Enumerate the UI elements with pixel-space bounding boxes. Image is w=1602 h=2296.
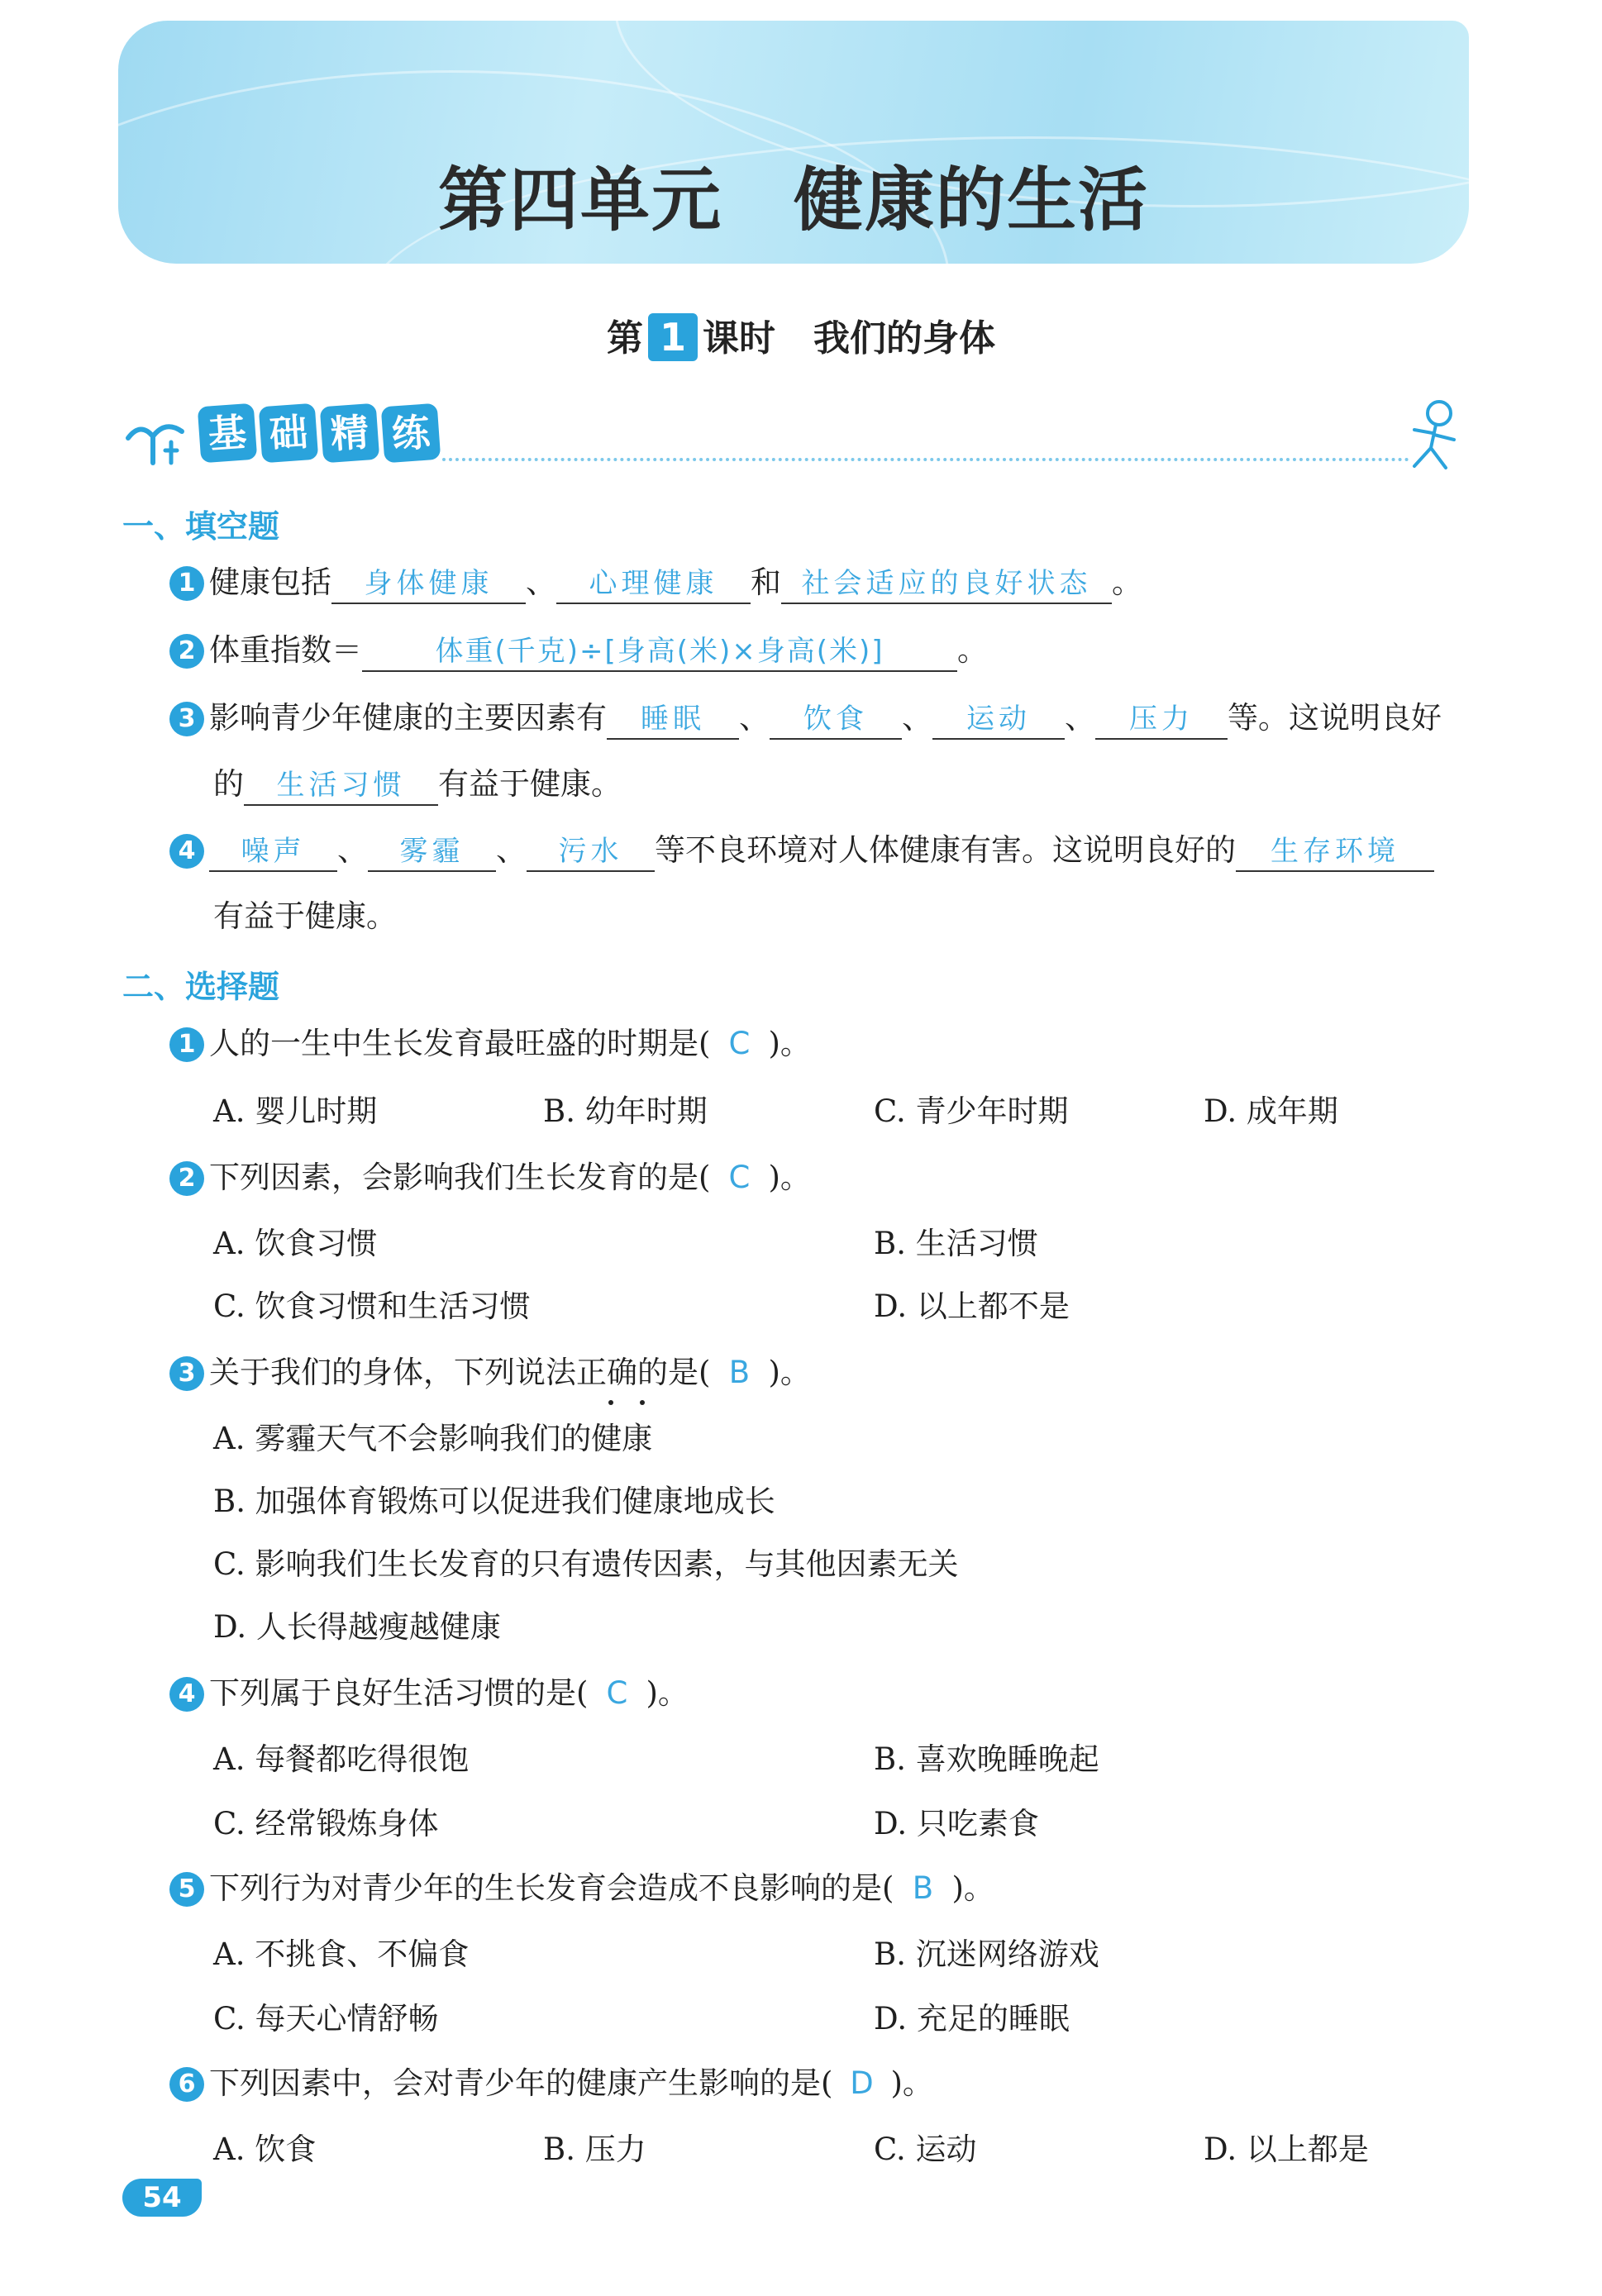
question-number-badge: 3 [169,702,204,736]
answer-blank [932,699,1065,740]
question-text: 体重指数＝ [209,632,362,668]
option-c: C. 青少年时期 [874,1093,1069,1129]
question-number-badge: 4 [169,1677,204,1712]
answer-blank [362,631,957,672]
option-c: C. 每天心情舒畅 [213,2001,439,2036]
option-a: A. 婴儿时期 [213,1093,378,1129]
question-text: 、 [337,832,368,868]
choice-question-4 [169,1673,689,1714]
part1-title: 一、填空题 [122,508,280,545]
question-text: )。 [768,1355,811,1390]
option-b: B. 喜欢晚睡晚起 [874,1741,1099,1777]
question-text: 等不良环境对人体健康有害。这说明良好的 [655,832,1236,868]
option-d: D. 只吃素食 [874,1806,1039,1841]
option-a: A. 不挑食、不偏食 [213,1936,470,1972]
answer-blank [368,831,496,872]
question-number-badge: 4 [169,834,204,869]
page-number: 54 [122,2179,202,2217]
option-c: C. 经常锻炼身体 [213,1806,439,1841]
question-text: 影响青少年健康的主要因素有 [209,700,607,736]
fill-question-4 [169,830,1434,872]
choice-question-5 [169,1868,994,1909]
emphasis-dot [608,1400,613,1405]
question-text: 、 [1065,700,1095,736]
question-text: )。 [768,1026,811,1061]
option-d: D. 人长得越瘦越健康 [213,1609,501,1645]
answer-blank [1095,699,1228,740]
choice-question-3 [169,1352,811,1393]
fill-question-4-line2: 有益于健康。 [213,898,397,934]
lesson-name: 我们的身体 [813,317,995,360]
answer-text: 运动 [966,703,1031,736]
section-header [120,397,1467,479]
question-text: 健康包括 [209,564,331,600]
answer-blank [527,831,655,872]
option-d: D. 成年期 [1204,1093,1338,1129]
option-b: B. 沉迷网络游戏 [874,1936,1099,1972]
answer-blank [209,831,337,872]
answer-text: 饮食 [803,703,868,736]
answer-text: 心理健康 [589,567,718,600]
answer-text: 噪声 [241,835,306,868]
running-kid-icon [1403,397,1467,478]
question-text: 、 [739,700,770,736]
question-text: 有益于健康。 [438,766,622,802]
question-number-badge: 3 [169,1356,204,1391]
lesson-title [0,308,1602,361]
answer-letter: C [606,1675,628,1711]
unit-title: 第四单元 健康的生活 [437,160,1149,241]
answer-blank [770,699,902,740]
answer-blank [556,564,751,604]
fill-question-1 [169,562,1142,604]
answer-letter: D [850,2065,874,2101]
section-tag-2: 础 [259,403,319,464]
emphasis-dot [640,1400,645,1405]
answer-letter: C [728,1026,751,1061]
question-text: 、 [526,564,556,600]
question-number-badge: 2 [169,1161,204,1196]
option-a: A. 饮食 [213,2132,317,2167]
dotted-divider [442,458,1409,461]
option-d: D. 以上都不是 [874,1289,1070,1324]
answer-text: 污水 [558,835,623,868]
fill-question-3-line2 [213,764,622,806]
answer-letter: B [912,1870,934,1906]
answer-text: 压力 [1129,703,1194,736]
answer-letter: B [728,1355,751,1390]
answer-blank [1236,831,1434,872]
question-text: 等。这说明良好 [1228,700,1442,736]
option-a: A. 饮食习惯 [213,1226,378,1261]
question-stem: 下列因素中，会对青少年的健康产生影响的是( [209,2065,833,2101]
sprout-icon [120,405,194,471]
answer-blank [244,765,438,806]
answer-text: 睡眠 [641,703,705,736]
question-text: )。 [768,1160,811,1195]
question-text: )。 [646,1675,689,1711]
option-b: B. 生活习惯 [874,1226,1038,1261]
answer-text: 社会适应的良好状态 [801,567,1092,600]
question-text: 。 [957,632,988,668]
answer-text: 生存环境 [1271,835,1399,868]
question-stem: 关于我们的身体，下列说法正确的是( [209,1355,711,1390]
question-text: 、 [496,832,527,868]
section-tag-1: 基 [198,403,258,464]
unit-banner [118,21,1469,264]
answer-blank [781,564,1112,604]
question-number-badge: 2 [169,634,204,669]
option-b: B. 压力 [543,2132,646,2167]
section-tag-3: 精 [320,403,380,464]
fill-question-3 [169,698,1442,740]
choice-question-6 [169,2063,933,2104]
question-number-badge: 5 [169,1872,204,1907]
answer-text: 生活习惯 [276,769,406,802]
answer-text: 雾霾 [399,835,465,868]
question-number-badge: 6 [169,2067,204,2102]
fill-question-2 [169,630,988,672]
answer-blank [607,699,739,740]
question-stem: 人的一生中生长发育最旺盛的时期是( [209,1026,711,1061]
question-number-badge: 1 [169,1027,204,1062]
option-c: C. 饮食习惯和生活习惯 [213,1289,531,1324]
question-number-badge: 1 [169,566,204,601]
lesson-prefix: 第 [606,317,643,360]
lesson-number-badge: 1 [648,313,698,361]
choice-question-1 [169,1023,811,1065]
question-text: )。 [890,2065,933,2101]
choice-question-2 [169,1157,811,1198]
option-a: A. 每餐都吃得很饱 [213,1741,470,1777]
lesson-suffix: 课时 [703,317,775,360]
option-c: C. 影响我们生长发育的只有遗传因素，与其他因素无关 [213,1546,959,1582]
question-stem: 下列行为对青少年的生长发育会造成不良影响的是( [209,1870,894,1906]
question-stem: 下列因素，会影响我们生长发育的是( [209,1160,711,1195]
answer-letter: C [728,1160,751,1195]
question-text: 和 [751,564,781,600]
section-tag-4: 练 [381,403,441,464]
question-text: 的 [213,766,244,802]
part2-title: 二、选择题 [122,969,280,1005]
question-stem: 下列属于良好生活习惯的是( [209,1675,589,1711]
option-b: B. 幼年时期 [543,1093,708,1129]
option-d: D. 充足的睡眠 [874,2001,1070,2036]
option-d: D. 以上都是 [1204,2132,1369,2167]
question-text: 。 [1112,564,1142,600]
answer-blank [331,564,526,604]
option-a: A. 雾霾天气不会影响我们的健康 [213,1421,653,1456]
option-b: B. 加强体育锻炼可以促进我们健康地成长 [213,1484,775,1519]
question-text: 、 [902,700,932,736]
option-c: C. 运动 [874,2132,977,2167]
answer-text: 体重(千克)÷[身高(米)×身高(米)] [435,635,884,668]
answer-text: 身体健康 [364,567,493,600]
question-text: )。 [951,1870,994,1906]
